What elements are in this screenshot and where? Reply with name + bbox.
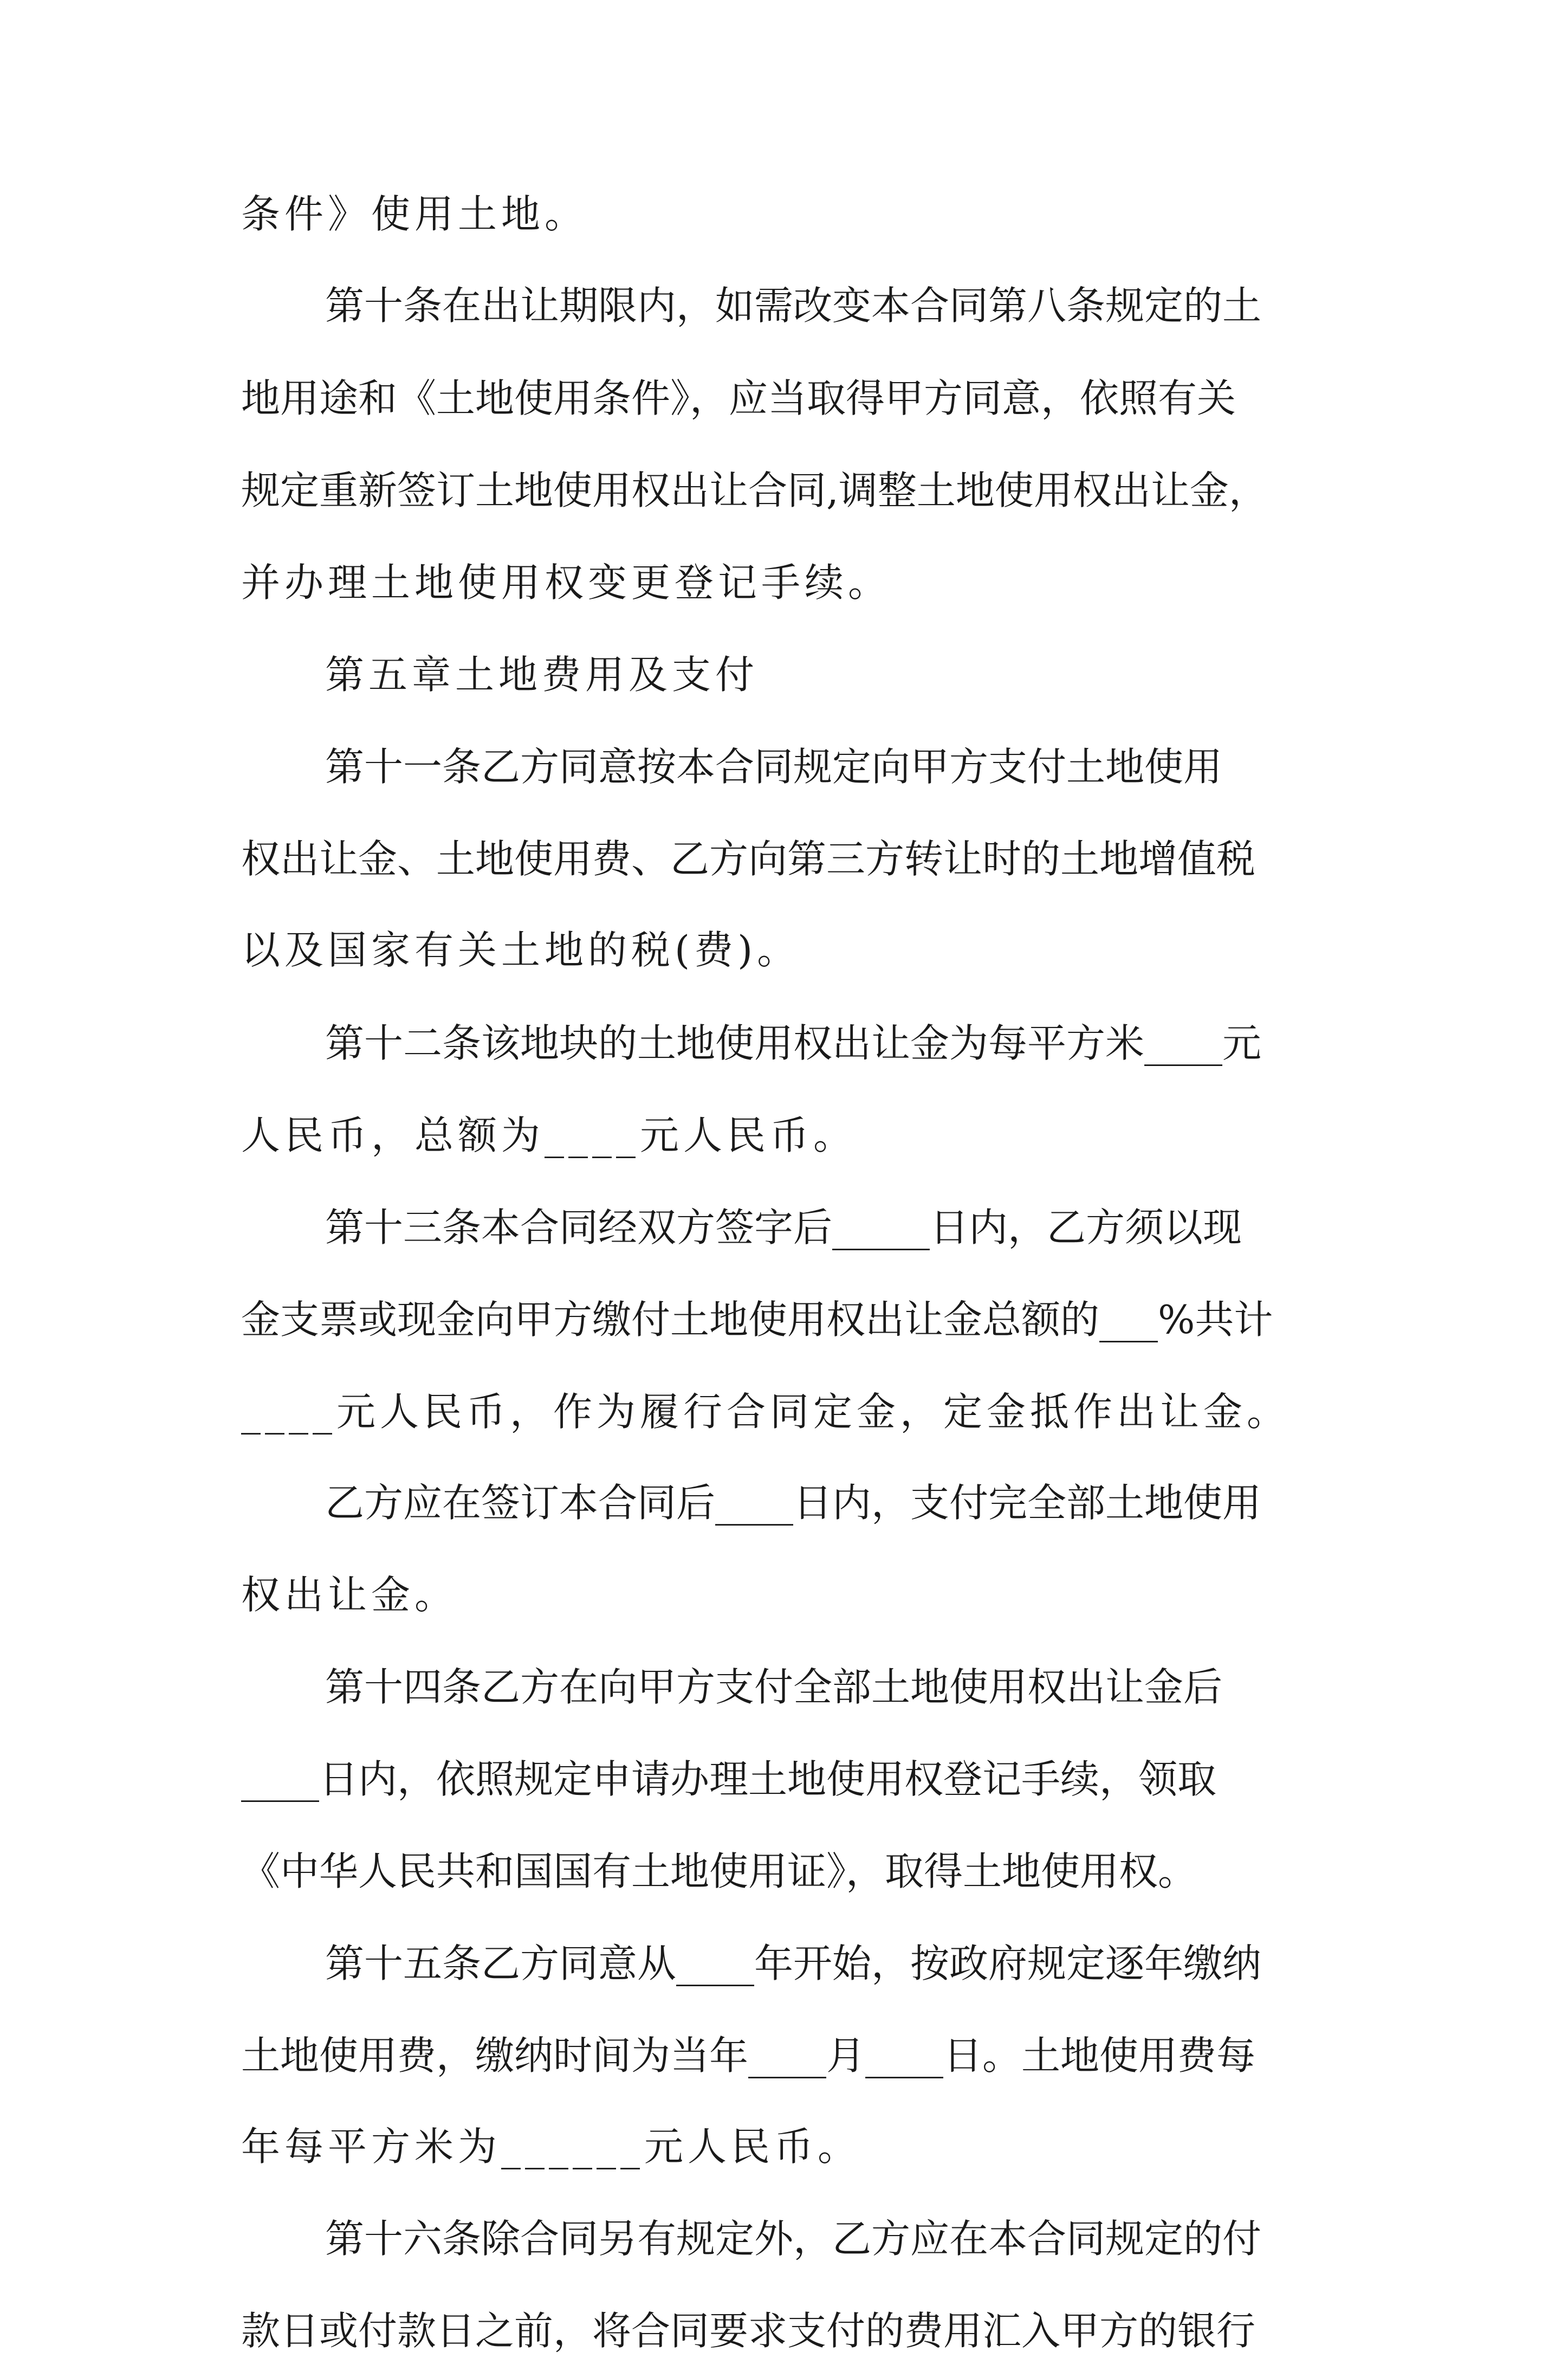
text-line: 乙方应在签订本合同后____日内，支付完全部土地使用 (325, 1480, 1262, 1526)
text-line: 人民币，总额为____元人民币。 (241, 1113, 857, 1158)
text-line: 年每平方米为______元人民币。 (241, 2124, 861, 2169)
text-line: 权出让金。 (241, 1572, 458, 1618)
text-line: 第十二条该地块的土地使用权出让金为每平方米____元 (325, 1020, 1262, 1066)
text-line: 规定重新签订土地使用权出让合同,调整土地使用权出让金， (241, 468, 1268, 513)
text-line: 款日或付款日之前，将合同要求支付的费用汇入甲方的银行 (241, 2308, 1256, 2354)
text-line: ____元人民币，作为履行合同定金，定金抵作出让金。 (241, 1389, 1291, 1435)
text-line: 条件》使用土地。 (241, 191, 588, 237)
text-line: 《中华人民共和国国有土地使用证》，取得土地使用权。 (241, 1849, 1197, 1894)
text-line: 并办理土地使用权变更登记手续。 (241, 560, 892, 605)
text-line: 第十条在出让期限内，如需改变本合同第八条规定的土 (325, 283, 1262, 328)
text-line: 第十四条乙方在向甲方支付全部土地使用权出让金后 (325, 1664, 1223, 1710)
text-line: 第十三条本合同经双方签字后_____日内，乙方须以现 (325, 1205, 1242, 1250)
text-line: ____日内，依照规定申请办理土地使用权登记手续，领取 (241, 1756, 1217, 1802)
text-line: 地用途和《土地使用条件》，应当取得甲方同意，依照有关 (241, 376, 1236, 421)
text-line: 第十六条除合同另有规定外，乙方应在本合同规定的付 (325, 2216, 1262, 2262)
text-line: 以及国家有关土地的税(费)。 (241, 927, 801, 973)
text-line: 第十一条乙方同意按本合同规定向甲方支付土地使用 (325, 744, 1223, 790)
text-line: 土地使用费，缴纳时间为当年____月____日。土地使用费每 (241, 2033, 1256, 2078)
section-heading: 第五章土地费用及支付 (325, 652, 759, 697)
text-line: 权出让金、土地使用费、乙方向第三方转让时的土地增值税 (241, 836, 1256, 882)
text-line: 金支票或现金向甲方缴付土地使用权出让金总额的___%共计 (241, 1297, 1273, 1342)
text-line: 第十五条乙方同意从____年开始，按政府规定逐年缴纳 (325, 1941, 1262, 1986)
